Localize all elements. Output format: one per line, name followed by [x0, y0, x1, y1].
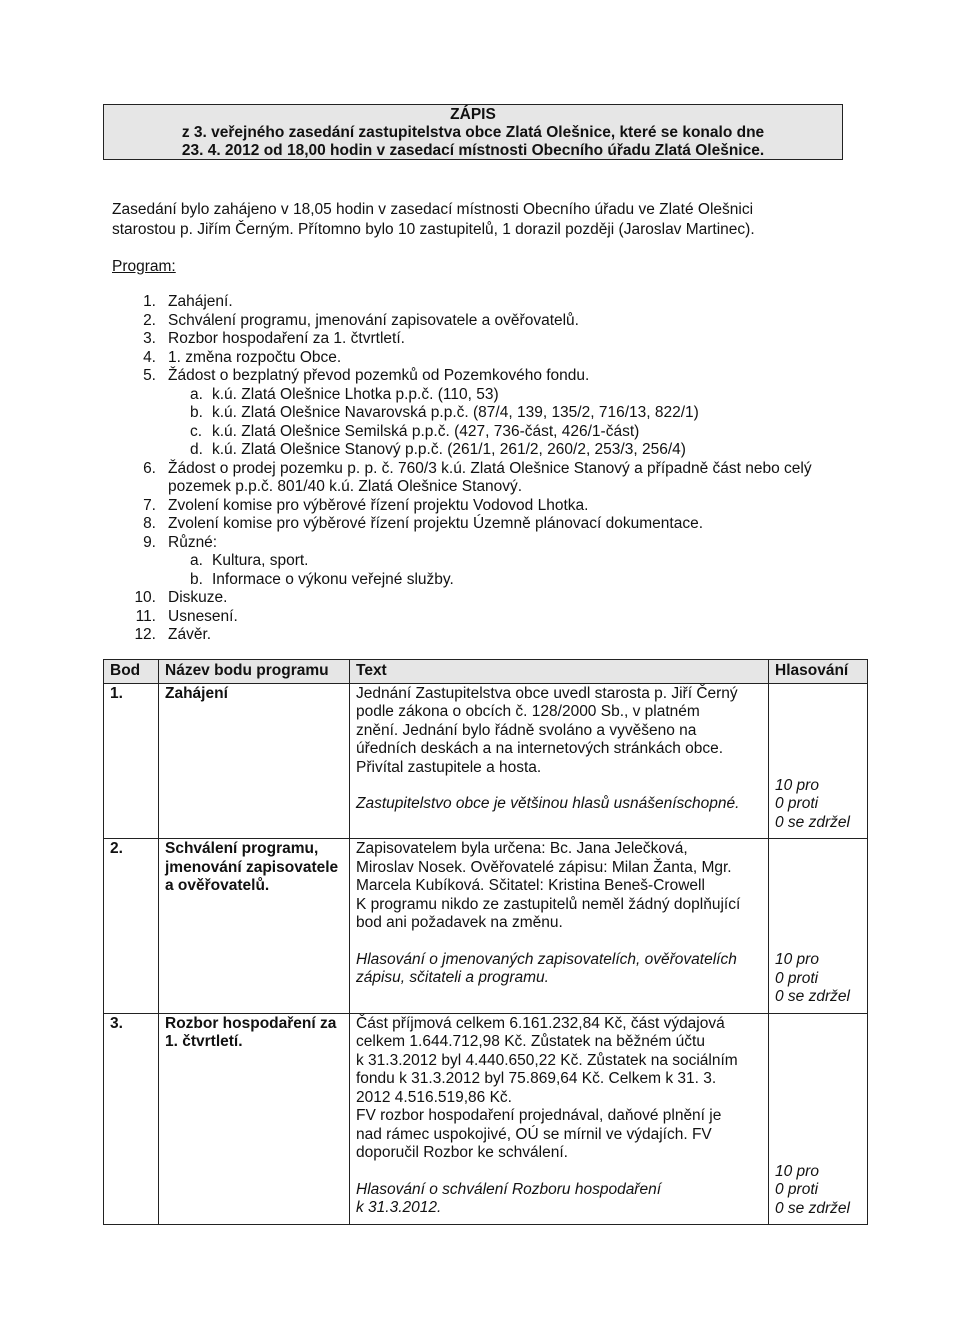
program-item: 7. Zvolení komise pro výběrové řízení projektu Vodovod Lhotka. [143, 496, 589, 514]
header-line-1: z 3. veřejného zasedání zastupitelstva obce Zlatá Olešnice, které se konalo dne [181, 124, 765, 141]
table-row [104, 839, 868, 1014]
row-name: Rozbor hospodaření za 1. čtvrtletí. [159, 1013, 350, 1225]
row-resolution: Hlasování o schválení Rozboru hospodaření [356, 1180, 662, 1198]
program-subitem: b. k.ú. Zlatá Olešnice Navarovská p.p.č. (87/4, 139, 135/2, 716/13, 822/1) [190, 404, 699, 421]
program-item: 5. Žádost o bezplatný převod pozemků od Pozemkového fondu. [143, 367, 590, 384]
program-subitem: d. k.ú. Zlatá Olešnice Stanový p.p.č. (261/1, 261/2, 260/2, 253/3, 256/4) [190, 441, 686, 458]
row-name: Schválení programu, jmenování zapisovatele a ověřovatelů. [159, 839, 350, 1014]
row-text: Zapisovatelem byla určena: Bc. Jana Jelečková, Miroslav Nosek. Ověřovatelé zápisu: Milan Žanta, Mgr. Marcela Kubíková. Sčitatel: Kristina Beneš-Crowell K programu nikdo ze zastupitelů neměl žádný doplňující bod ani požadavek na změnu. Hlasování o jmenovaných zapisovatelích, ověřovatelích zápisu, sčitateli a programu. [350, 839, 769, 1014]
table-row [104, 1013, 868, 1225]
agenda-table [103, 659, 868, 1225]
intro-paragraph [112, 200, 832, 240]
header-bod: Bod [104, 660, 159, 684]
program-item: 10. Diskuze. [134, 589, 228, 606]
program-item: 11. Usnesení. [135, 607, 238, 625]
header-line-2: 23. 4. 2012 od 18,00 hodin v zasedací místnosti Obecního úřadu Zlatá Olešnice. [181, 142, 765, 159]
header-vote: Hlasování [769, 660, 868, 684]
row-resolution: Zastupitelstvo obce je většinou hlasů usnášeníschopné. [356, 795, 740, 812]
row-resolution: Hlasování o jmenovaných zapisovatelích, ověřovatelích [356, 950, 737, 968]
program-item: 4. 1. změna rozpočtu Obce. [143, 348, 342, 366]
document-header [103, 104, 843, 160]
program-item: 8. Zvolení komise pro výběrové řízení projektu Územně plánovací dokumentace. [143, 515, 704, 532]
program-item: 1. Zahájení. [143, 293, 233, 310]
program-list [130, 293, 870, 645]
program-heading: Program: [112, 258, 176, 275]
program-subitem: a. k.ú. Zlatá Olešnice Lhotka p.p.č. (110, 53) [190, 385, 499, 403]
row-bod: 1. [104, 683, 159, 839]
row-name: Zahájení [159, 683, 350, 839]
row-vote: 10 pro 0 proti 0 se zdržel [769, 683, 868, 839]
row-bod: 2. [104, 839, 159, 1014]
table-header-row [104, 660, 868, 684]
header-text: Text [350, 660, 769, 684]
program-item-continuation: pozemek p.p.č. 801/40 k.ú. Zlatá Olešnice Stanový. [168, 478, 523, 495]
intro-line-2: starostou p. Jiřím Černým. Přítomno bylo 10 zastupitelů, 1 dorazil později (Jaroslav Martinec). [112, 221, 755, 238]
program-item: 12. Závěr. [134, 626, 212, 643]
row-text: Jednání Zastupitelstva obce uvedl starosta p. Jiří Černý podle zákona o obcích č. 128/2000 Sb., v platném znění. Jednání bylo řádně svoláno a vyvěšeno na úředních deskách a na internetových stránkách obce. Přivítal zastupitele a hosta. Zastupitelstvo obce je většinou hlasů usnášeníschopné. [350, 683, 769, 839]
row-bod: 3. [104, 1013, 159, 1225]
intro-line-1: Zasedání bylo zahájeno v 18,05 hodin v zasedací místnosti Obecního úřadu ve Zlaté Olešnici [112, 201, 754, 218]
program-item: 2. Schválení programu, jmenování zapisovatele a ověřovatelů. [143, 311, 579, 329]
row-text: Část příjmová celkem 6.161.232,84 Kč, část výdajová celkem 1.644.712,98 Kč. Zůstatek na běžném účtu k 31.3.2012 byl 4.440.650,22 Kč. Zůstatek na sociálním fondu k 31.3.2012 byl 75.869,64 Kč. Celkem k 31. 3. 2012 4.516.519,86 Kč. FV rozbor hospodaření projednával, daňové plnění je nad rámec uspokojivé, OÚ se mírnil ve výdajích. FV doporučil Rozbor ke schválení. Hlasování o schválení Rozboru hospodaření k 31.3.2012. [350, 1013, 769, 1225]
program-item: 9. Různé: [143, 533, 218, 551]
program-subitem: c. k.ú. Zlatá Olešnice Semilská p.p.č. (427, 736-část, 426/1-část) [190, 422, 640, 440]
program-subitem: a. Kultura, sport. [190, 552, 309, 569]
program-item: 6. Žádost o prodej pozemku p. p. č. 760/3 k.ú. Zlatá Olešnice Stanový a případně část nebo celý [143, 459, 812, 477]
header-name: Název bodu programu [159, 660, 350, 684]
row-vote: 10 pro 0 proti 0 se zdržel [769, 1013, 868, 1225]
row-vote: 10 pro 0 proti 0 se zdržel [769, 839, 868, 1014]
table-row [104, 683, 868, 839]
program-item: 3. Rozbor hospodaření za 1. čtvrtletí. [143, 330, 405, 347]
document-title: ZÁPIS [450, 106, 496, 123]
program-subitem: b. Informace o výkonu veřejné služby. [190, 570, 454, 588]
